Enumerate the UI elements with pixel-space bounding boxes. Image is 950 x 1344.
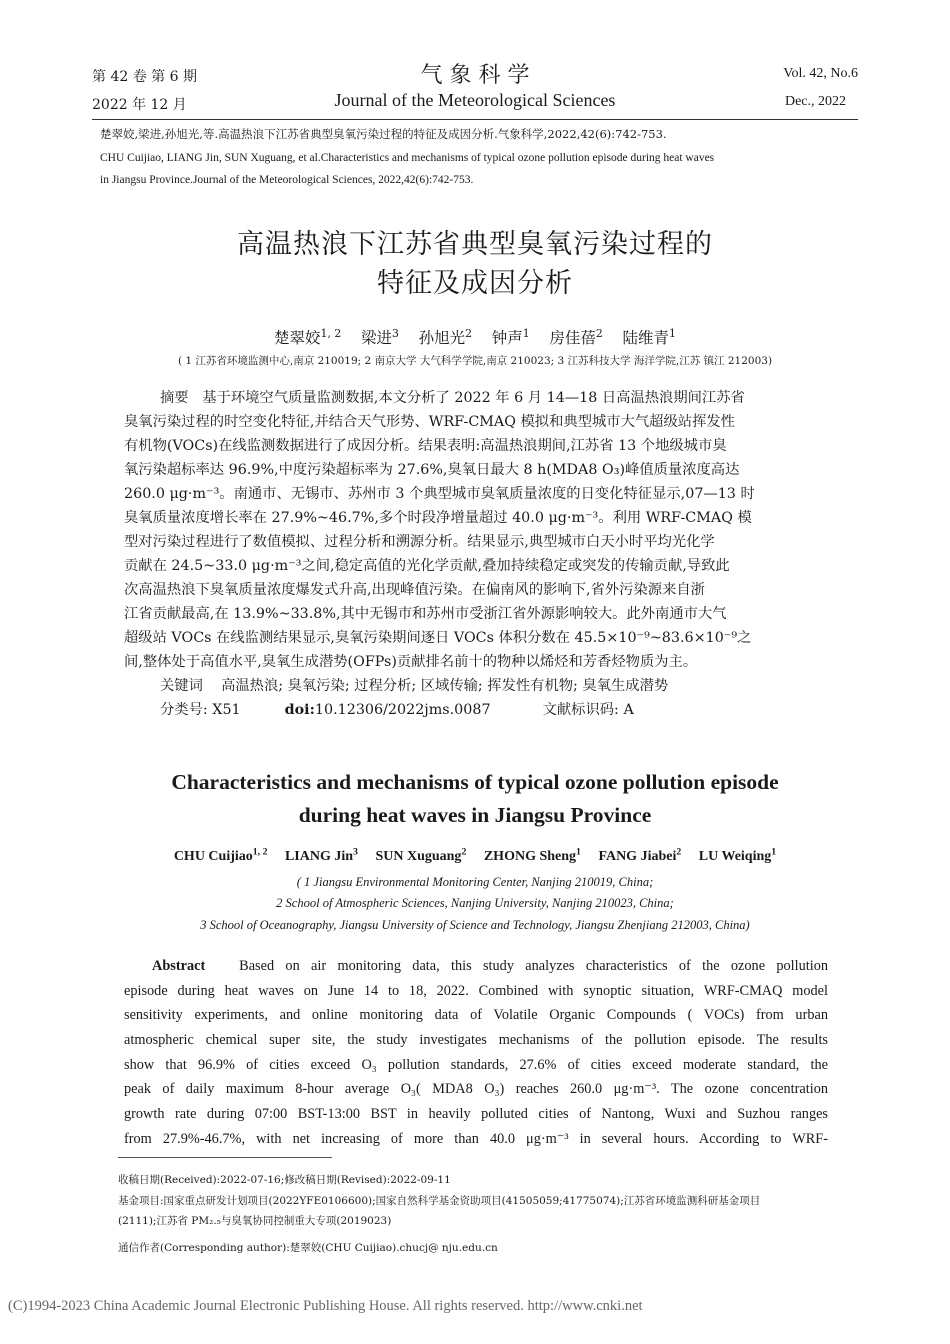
abstract-cn-line: 260.0 μg·m⁻³。南通市、无锡市、苏州市 3 个典型城市臭氧质量浓度的日变化特征显示,07—13 时 (124, 486, 755, 502)
title-cn-line1: 高温热浪下江苏省典型臭氧污染过程的 (237, 229, 713, 260)
abstract-cn-label: 摘要 (160, 390, 189, 406)
citation-cn: 楚翠姣,梁进,孙旭光,等.高温热浪下江苏省典型臭氧污染过程的特征及成因分析.气象科学,2022,42(6):742-753. (100, 127, 667, 141)
footnote-received: 收稿日期(Received):2022-07-16;修改稿日期(Revised):2022-09-11 (118, 1174, 451, 1186)
abstract-en-line: growth rate during 07:00 BST-13:00 BST in heavily polluted cities of Nantong, Wuxi and Suzhou ranges (124, 1106, 828, 1123)
abstract-cn (124, 386, 828, 722)
abstract-en-line: show that 96.9% of cities exceed O₃ pollution standards, 27.6% of cities exceed moderate standard, the (124, 1056, 828, 1073)
volume-issue-en: Vol. 42, No.6 (783, 66, 858, 81)
abstract-en-label: Abstract (152, 958, 206, 974)
date-cn: 2022 年 12 月 (92, 97, 187, 113)
title-en-line2: during heat waves in Jiangsu Province (298, 803, 652, 827)
author-cn: 楚翠姣$^{1, 2}$ (274, 326, 342, 347)
date-en: Dec., 2022 (784, 94, 846, 109)
abstract-cn-line: 氧污染超标率达 96.9%,中度污染超标率为 27.6%,臭氧日最大 8 h(MDA8 O₃)峰值质量浓度高达 (124, 462, 740, 478)
abstract-en-line: from 27.9%-46.7%, with net increasing of more than 40.0 μg·m⁻³ in several hours. According to WRF- (124, 1130, 828, 1147)
title-en-line1: Characteristics and mechanisms of typical ozone pollution episode (171, 770, 779, 794)
keywords-cn: 关键词 高温热浪; 臭氧污染; 过程分析; 区域传输; 挥发性有机物; 臭氧生成潜势 (160, 678, 669, 694)
classification-line: 分类号: X51 doi:10.12306/2022jms.0087 文献标识码: A (160, 702, 634, 718)
header-rule (92, 119, 858, 120)
author-cn: 孙旭光$^2$ (418, 326, 473, 347)
abstract-en (124, 954, 828, 1152)
author-en: LIANG Jin$^3$ (284, 846, 358, 864)
abstract-cn-line: 摘要 基于环境空气质量监测数据,本文分析了 2022 年 6 月 14—18 日高温热浪期间江苏省 (160, 390, 745, 406)
abstract-cn-line: 臭氧污染过程的时空变化特征,并结合天气形势、WRF-CMAQ 模拟和典型城市大气超级站挥发性 (124, 414, 735, 430)
abstract-cn-line: 超级站 VOCs 在线监测结果显示,臭氧污染期间逐日 VOCs 体积分数在 45.5×10⁻⁹~83.6×10⁻⁹之 (124, 630, 752, 646)
copyright-notice: (C)1994-2023 China Academic Journal Electronic Publishing House. All rights reserved. http://www.cnki.net (8, 1298, 643, 1314)
affiliation-cn: ( 1 江苏省环境监测中心,南京 210019; 2 南京大学 大气科学学院,南京 210023; 3 江苏科技大学 海洋学院,江苏 镇江 212003) (177, 355, 773, 367)
abstract-cn-line: 间,整体处于高值水平,臭氧生成潜势(OFPs)贡献排名前十的物种以烯烃和芳香烃物质为主。 (124, 654, 698, 670)
author-cn: 陆维青$^1$ (622, 326, 676, 347)
author-en: ZHONG Sheng$^1$ (483, 846, 581, 864)
affiliation-en-line1: ( 1 Jiangsu Environmental Monitoring Center, Nanjing 210019, China; (296, 875, 654, 889)
footnote-fund-line2: (2111);江苏省 PM₂.₅与臭氧协同控制重大专项(2019023) (118, 1215, 392, 1227)
footnote-fund-line1: 基金项目:国家重点研发计划项目(2022YFE0106600);国家自然科学基金资助项目(41505059;41775074);江苏省环境监测科研基金项目 (118, 1195, 761, 1207)
author-en: FANG Jiabei$^2$ (598, 846, 682, 864)
abstract-cn-line: 贡献在 24.5~33.0 μg·m⁻³之间,稳定高值的光化学贡献,叠加持续稳定或突发的传输贡献,导致此 (124, 558, 730, 574)
abstract-cn-line: 型对污染过程进行了数值模拟、过程分析和溯源分析。结果显示,典型城市白天小时平均光化学 (124, 534, 715, 550)
authors-en (0, 846, 950, 865)
journal-title-en: Journal of the Meteorological Sciences (334, 90, 616, 110)
abstract-en-line: Abstract Based on air monitoring data, this study analyzes characteristics of the ozone pollution (152, 958, 828, 974)
author-cn: 钟声$^1$ (491, 326, 530, 347)
author-cn: 梁进$^3$ (360, 326, 399, 347)
author-en: LU Weiqing$^1$ (698, 846, 777, 864)
author-en: CHU Cuijiao$^{1, 2}$ (173, 846, 268, 864)
footnote-corresponding: 通信作者(Corresponding author):楚翠姣(CHU Cuijiao).chucj@ nju.edu.cn (118, 1242, 498, 1254)
abstract-cn-line: 江省贡献最高,在 13.9%~33.8%,其中无锡市和苏州市受浙江省外源影响较大。此外南通市大气 (124, 606, 727, 622)
abstract-en-line: episode during heat waves on June 14 to 18, 2022. Combined with synoptic situation, WRF-CMAQ model (124, 982, 828, 999)
abstract-cn-line: 有机物(VOCs)在线监测数据进行了成因分析。结果表明:高温热浪期间,江苏省 13 个地级城市臭 (124, 438, 727, 454)
volume-issue-cn: 第 42 卷 第 6 期 (92, 69, 197, 85)
abstract-en-line: atmospheric chemical super site, the study investigates mechanisms of the pollution episode. The results (124, 1032, 828, 1049)
authors-cn (0, 326, 950, 348)
footnote-rule (118, 1157, 332, 1158)
affiliation-en-line2: 2 School of Atmospheric Sciences, Nanjing University, Nanjing 210023, China; (276, 896, 674, 910)
title-cn-line2: 特征及成因分析 (377, 268, 573, 299)
abstract-en-line: sensitivity experiments, and online monitoring data of Volatile Organic Compounds ( VOCs) from urban (124, 1007, 828, 1024)
abstract-cn-line: 臭氧质量浓度增长率在 27.9%~46.7%,多个时段净增量超过 40.0 μg·m⁻³。利用 WRF-CMAQ 模 (124, 510, 752, 526)
abstract-cn-line: 次高温热浪下臭氧质量浓度爆发式升高,出现峰值污染。在偏南风的影响下,省外污染源来自浙 (124, 582, 705, 598)
author-cn: 房佳蓓$^2$ (549, 326, 603, 347)
citation-en-line1: CHU Cuijiao, LIANG Jin, SUN Xuguang, et al.Characteristics and mechanisms of typical ozone pollution episode during heat waves (100, 152, 715, 164)
citation-en-line2: in Jiangsu Province.Journal of the Meteorological Sciences, 2022,42(6):742-753. (100, 174, 474, 186)
affiliation-en-line3: 3 School of Oceanography, Jiangsu University of Science and Technology, Jiangsu Zhenjiang 212003, China) (200, 918, 750, 932)
journal-title-cn: 气 象 科 学 (420, 63, 530, 88)
author-en: SUN Xuguang$^2$ (375, 846, 467, 864)
abstract-en-line: peak of daily maximum 8-hour average O₃( MDA8 O₃) reaches 260.0 μg·m⁻³. The ozone concentration (124, 1081, 828, 1098)
